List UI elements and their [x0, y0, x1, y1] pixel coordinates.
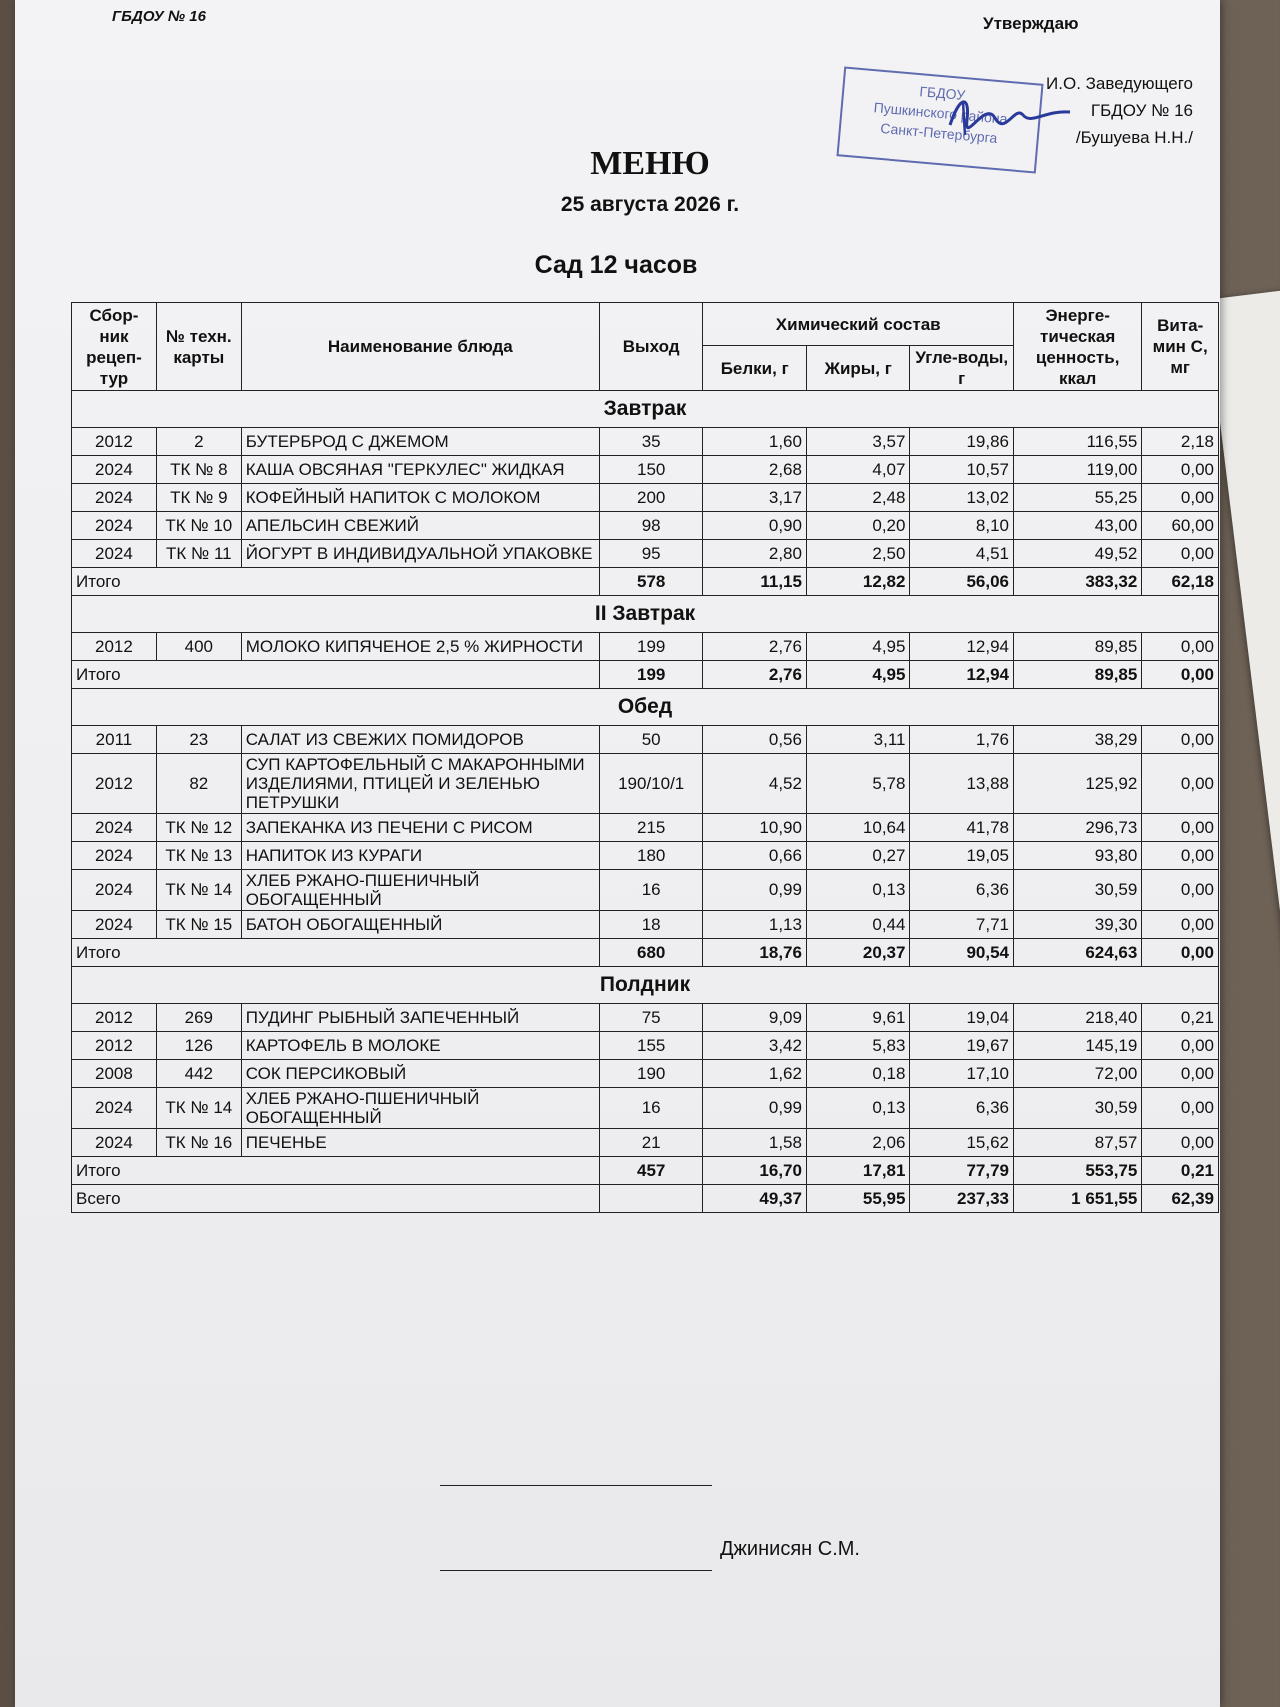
- section-title: II Завтрак: [72, 596, 1219, 633]
- cell-collection: 2024: [72, 512, 157, 540]
- cell-carbs: 19,67: [910, 1032, 1014, 1060]
- cell-yield: 50: [599, 726, 703, 754]
- cell-tech-card: ТК № 10: [156, 512, 241, 540]
- cell-collection: 2024: [72, 842, 157, 870]
- cell-collection: 2024: [72, 484, 157, 512]
- cell-tech-card: 2: [156, 428, 241, 456]
- cell-carbs: 13,02: [910, 484, 1014, 512]
- cell-vitamin-c: 0,00: [1142, 484, 1219, 512]
- col-collection: Сбор-ник рецеп-тур: [72, 303, 157, 391]
- cell-yield: 199: [599, 661, 703, 689]
- col-chem-composition: Химический состав: [703, 303, 1014, 346]
- cell-dish-name: ЙОГУРТ В ИНДИВИДУАЛЬНОЙ УПАКОВКЕ: [241, 540, 599, 568]
- cell-vitamin-c: 60,00: [1142, 512, 1219, 540]
- cell-protein: 1,13: [703, 911, 807, 939]
- cell-dish-name: ПЕЧЕНЬЕ: [241, 1129, 599, 1157]
- cell-vitamin-c: 0,21: [1142, 1004, 1219, 1032]
- cell-protein: 0,99: [703, 1088, 807, 1129]
- cell-dish-name: СУП КАРТОФЕЛЬНЫЙ С МАКАРОННЫМИ ИЗДЕЛИЯМИ, ПТИЦЕЙ И ЗЕЛЕНЬЮ ПЕТРУШКИ: [241, 754, 599, 814]
- cell-yield: 457: [599, 1157, 703, 1185]
- cell-protein: 3,42: [703, 1032, 807, 1060]
- cell-vitamin-c: 0,00: [1142, 870, 1219, 911]
- menu-document: [15, 0, 1220, 1707]
- table-row: [72, 456, 1219, 484]
- section-header: [72, 967, 1219, 1004]
- cell-collection: 2011: [72, 726, 157, 754]
- menu-date: 25 августа 2026 г.: [560, 193, 740, 216]
- cell-protein: 2,76: [703, 633, 807, 661]
- cell-dish-name: СОК ПЕРСИКОВЫЙ: [241, 1060, 599, 1088]
- cell-dish-name: ЗАПЕКАНКА ИЗ ПЕЧЕНИ С РИСОМ: [241, 814, 599, 842]
- cell-fat: 4,07: [806, 456, 910, 484]
- cell-vitamin-c: 0,00: [1142, 633, 1219, 661]
- cell-vitamin-c: 0,00: [1142, 1129, 1219, 1157]
- cell-energy: 30,59: [1013, 870, 1141, 911]
- cell-tech-card: ТК № 11: [156, 540, 241, 568]
- cell-carbs: 19,05: [910, 842, 1014, 870]
- cell-collection: 2024: [72, 1088, 157, 1129]
- cell-carbs: 12,94: [910, 633, 1014, 661]
- col-yield: Выход: [599, 303, 703, 391]
- cell-energy: 87,57: [1013, 1129, 1141, 1157]
- page-title: МЕНЮ: [590, 145, 710, 182]
- cell-yield: [599, 1185, 703, 1213]
- cell-energy: 49,52: [1013, 540, 1141, 568]
- cell-carbs: 77,79: [910, 1157, 1014, 1185]
- cell-dish-name: БАТОН ОБОГАЩЕННЫЙ: [241, 911, 599, 939]
- cell-carbs: 7,71: [910, 911, 1014, 939]
- total-label: Итого: [72, 1157, 600, 1185]
- table-row: [72, 870, 1219, 911]
- cell-fat: 0,27: [806, 842, 910, 870]
- table-row: [72, 1032, 1219, 1060]
- cell-vitamin-c: 0,00: [1142, 911, 1219, 939]
- cell-collection: 2024: [72, 870, 157, 911]
- cell-fat: 5,78: [806, 754, 910, 814]
- cell-energy: 55,25: [1013, 484, 1141, 512]
- cell-tech-card: 269: [156, 1004, 241, 1032]
- cell-carbs: 19,04: [910, 1004, 1014, 1032]
- cell-fat: 2,48: [806, 484, 910, 512]
- cell-vitamin-c: 0,00: [1142, 726, 1219, 754]
- cell-tech-card: ТК № 8: [156, 456, 241, 484]
- menu-subtitle: Сад 12 часов: [534, 251, 698, 279]
- cell-energy: 1 651,55: [1013, 1185, 1141, 1213]
- cell-protein: 2,80: [703, 540, 807, 568]
- section-total-row: [72, 568, 1219, 596]
- total-label: Итого: [72, 661, 600, 689]
- cell-tech-card: 82: [156, 754, 241, 814]
- signature-line: [440, 1570, 712, 1571]
- cell-fat: 9,61: [806, 1004, 910, 1032]
- cell-yield: 16: [599, 1088, 703, 1129]
- cell-dish-name: ПУДИНГ РЫБНЫЙ ЗАПЕЧЕННЫЙ: [241, 1004, 599, 1032]
- cell-tech-card: ТК № 14: [156, 1088, 241, 1129]
- cell-protein: 2,68: [703, 456, 807, 484]
- section-total-row: [72, 1157, 1219, 1185]
- section-title: Полдник: [72, 967, 1219, 1004]
- cell-yield: 190/10/1: [599, 754, 703, 814]
- cell-energy: 553,75: [1013, 1157, 1141, 1185]
- cell-vitamin-c: 0,00: [1142, 842, 1219, 870]
- section-header: [72, 596, 1219, 633]
- cell-energy: 93,80: [1013, 842, 1141, 870]
- col-carbs: Угле-воды, г: [910, 346, 1014, 391]
- col-protein: Белки, г: [703, 346, 807, 391]
- table-row: [72, 1088, 1219, 1129]
- cell-carbs: 1,76: [910, 726, 1014, 754]
- cell-energy: 125,92: [1013, 754, 1141, 814]
- cell-energy: 383,32: [1013, 568, 1141, 596]
- section-header: [72, 391, 1219, 428]
- cell-carbs: 12,94: [910, 661, 1014, 689]
- cell-vitamin-c: 0,00: [1142, 939, 1219, 967]
- cell-tech-card: 400: [156, 633, 241, 661]
- cell-yield: 21: [599, 1129, 703, 1157]
- table-row: [72, 814, 1219, 842]
- cell-fat: 10,64: [806, 814, 910, 842]
- cell-carbs: 6,36: [910, 1088, 1014, 1129]
- approver-line: И.О. Заведующего: [1046, 74, 1193, 93]
- cell-energy: 43,00: [1013, 512, 1141, 540]
- cell-tech-card: 442: [156, 1060, 241, 1088]
- cell-carbs: 13,88: [910, 754, 1014, 814]
- cell-yield: 180: [599, 842, 703, 870]
- table-row: [72, 1129, 1219, 1157]
- cell-protein: 0,56: [703, 726, 807, 754]
- section-total-row: [72, 939, 1219, 967]
- cell-protein: 3,17: [703, 484, 807, 512]
- signer-name: Джинисян С.М.: [720, 1538, 860, 1560]
- cell-protein: 11,15: [703, 568, 807, 596]
- cell-yield: 199: [599, 633, 703, 661]
- approver-line: ГБДОУ № 16: [1090, 101, 1193, 120]
- cell-yield: 18: [599, 911, 703, 939]
- cell-dish-name: АПЕЛЬСИН СВЕЖИЙ: [241, 512, 599, 540]
- menu-table: [71, 302, 1219, 1213]
- cell-protein: 16,70: [703, 1157, 807, 1185]
- cell-protein: 49,37: [703, 1185, 807, 1213]
- cell-fat: 0,13: [806, 870, 910, 911]
- cell-fat: 12,82: [806, 568, 910, 596]
- cell-yield: 578: [599, 568, 703, 596]
- cell-vitamin-c: 0,00: [1142, 456, 1219, 484]
- col-vitamin-c: Вита-мин С, мг: [1142, 303, 1219, 391]
- cell-protein: 1,62: [703, 1060, 807, 1088]
- cell-collection: 2012: [72, 428, 157, 456]
- cell-carbs: 6,36: [910, 870, 1014, 911]
- cell-fat: 55,95: [806, 1185, 910, 1213]
- menu-table-body: [72, 391, 1219, 1213]
- cell-energy: 89,85: [1013, 633, 1141, 661]
- cell-vitamin-c: 0,00: [1142, 540, 1219, 568]
- cell-collection: 2012: [72, 754, 157, 814]
- cell-protein: 18,76: [703, 939, 807, 967]
- cell-tech-card: ТК № 12: [156, 814, 241, 842]
- cell-yield: 75: [599, 1004, 703, 1032]
- cell-vitamin-c: 2,18: [1142, 428, 1219, 456]
- cell-tech-card: ТК № 16: [156, 1129, 241, 1157]
- col-dish-name: Наименование блюда: [241, 303, 599, 391]
- cell-protein: 0,66: [703, 842, 807, 870]
- cell-dish-name: КАША ОВСЯНАЯ "ГЕРКУЛЕС" ЖИДКАЯ: [241, 456, 599, 484]
- approve-label: Утверждаю: [983, 14, 1079, 33]
- cell-vitamin-c: 62,18: [1142, 568, 1219, 596]
- cell-yield: 95: [599, 540, 703, 568]
- cell-energy: 296,73: [1013, 814, 1141, 842]
- cell-carbs: 4,51: [910, 540, 1014, 568]
- cell-vitamin-c: 0,00: [1142, 754, 1219, 814]
- cell-yield: 98: [599, 512, 703, 540]
- org-name: ГБДОУ № 16: [112, 8, 206, 25]
- cell-carbs: 90,54: [910, 939, 1014, 967]
- cell-energy: 39,30: [1013, 911, 1141, 939]
- cell-tech-card: 126: [156, 1032, 241, 1060]
- cell-vitamin-c: 0,21: [1142, 1157, 1219, 1185]
- cell-tech-card: ТК № 15: [156, 911, 241, 939]
- cell-carbs: 10,57: [910, 456, 1014, 484]
- total-label: Итого: [72, 939, 600, 967]
- cell-collection: 2024: [72, 814, 157, 842]
- approver-line: /Бушуева Н.Н./: [1075, 128, 1193, 147]
- cell-collection: 2024: [72, 911, 157, 939]
- cell-dish-name: НАПИТОК ИЗ КУРАГИ: [241, 842, 599, 870]
- section-title: Завтрак: [72, 391, 1219, 428]
- cell-vitamin-c: 0,00: [1142, 1088, 1219, 1129]
- cell-dish-name: МОЛОКО КИПЯЧЕНОЕ 2,5 % ЖИРНОСТИ: [241, 633, 599, 661]
- cell-carbs: 17,10: [910, 1060, 1014, 1088]
- cell-collection: 2012: [72, 1004, 157, 1032]
- signature-line: [440, 1485, 712, 1486]
- cell-carbs: 237,33: [910, 1185, 1014, 1213]
- cell-collection: 2008: [72, 1060, 157, 1088]
- table-row: [72, 726, 1219, 754]
- cell-protein: 9,09: [703, 1004, 807, 1032]
- cell-collection: 2012: [72, 633, 157, 661]
- cell-yield: 150: [599, 456, 703, 484]
- cell-collection: 2024: [72, 456, 157, 484]
- cell-fat: 17,81: [806, 1157, 910, 1185]
- table-row: [72, 428, 1219, 456]
- cell-energy: 218,40: [1013, 1004, 1141, 1032]
- cell-yield: 200: [599, 484, 703, 512]
- cell-yield: 35: [599, 428, 703, 456]
- cell-dish-name: КОФЕЙНЫЙ НАПИТОК С МОЛОКОМ: [241, 484, 599, 512]
- cell-protein: 10,90: [703, 814, 807, 842]
- cell-collection: 2024: [72, 1129, 157, 1157]
- cell-energy: 89,85: [1013, 661, 1141, 689]
- cell-yield: 680: [599, 939, 703, 967]
- cell-carbs: 8,10: [910, 512, 1014, 540]
- cell-carbs: 15,62: [910, 1129, 1014, 1157]
- cell-dish-name: КАРТОФЕЛЬ В МОЛОКЕ: [241, 1032, 599, 1060]
- cell-fat: 3,11: [806, 726, 910, 754]
- cell-fat: 20,37: [806, 939, 910, 967]
- cell-tech-card: ТК № 9: [156, 484, 241, 512]
- cell-fat: 4,95: [806, 661, 910, 689]
- approver-block: [1015, 70, 1193, 151]
- cell-collection: 2024: [72, 540, 157, 568]
- cell-energy: 145,19: [1013, 1032, 1141, 1060]
- cell-protein: 4,52: [703, 754, 807, 814]
- cell-yield: 190: [599, 1060, 703, 1088]
- cell-vitamin-c: 0,00: [1142, 1032, 1219, 1060]
- cell-fat: 0,18: [806, 1060, 910, 1088]
- cell-yield: 155: [599, 1032, 703, 1060]
- col-energy: Энерге-тическая ценность, ккал: [1013, 303, 1141, 391]
- table-row: [72, 911, 1219, 939]
- total-label: Всего: [72, 1185, 600, 1213]
- cell-fat: 4,95: [806, 633, 910, 661]
- cell-protein: 2,76: [703, 661, 807, 689]
- cell-energy: 38,29: [1013, 726, 1141, 754]
- cell-vitamin-c: 0,00: [1142, 661, 1219, 689]
- cell-protein: 0,90: [703, 512, 807, 540]
- section-title: Обед: [72, 689, 1219, 726]
- cell-yield: 16: [599, 870, 703, 911]
- cell-carbs: 41,78: [910, 814, 1014, 842]
- cell-fat: 3,57: [806, 428, 910, 456]
- cell-vitamin-c: 62,39: [1142, 1185, 1219, 1213]
- cell-vitamin-c: 0,00: [1142, 814, 1219, 842]
- table-row: [72, 512, 1219, 540]
- col-fat: Жиры, г: [806, 346, 910, 391]
- cell-yield: 215: [599, 814, 703, 842]
- table-row: [72, 1004, 1219, 1032]
- cell-carbs: 19,86: [910, 428, 1014, 456]
- cell-carbs: 56,06: [910, 568, 1014, 596]
- stamp-line: ГБДОУ: [918, 83, 966, 104]
- section-header: [72, 689, 1219, 726]
- cell-dish-name: БУТЕРБРОД С ДЖЕМОМ: [241, 428, 599, 456]
- table-row: [72, 633, 1219, 661]
- cell-dish-name: САЛАТ ИЗ СВЕЖИХ ПОМИДОРОВ: [241, 726, 599, 754]
- cell-protein: 1,60: [703, 428, 807, 456]
- cell-fat: 2,06: [806, 1129, 910, 1157]
- section-total-row: [72, 661, 1219, 689]
- cell-fat: 2,50: [806, 540, 910, 568]
- cell-fat: 0,20: [806, 512, 910, 540]
- table-row: [72, 754, 1219, 814]
- grand-total-row: [72, 1185, 1219, 1213]
- col-tech-card: № техн. карты: [156, 303, 241, 391]
- cell-fat: 0,44: [806, 911, 910, 939]
- cell-energy: 119,00: [1013, 456, 1141, 484]
- cell-protein: 1,58: [703, 1129, 807, 1157]
- cell-tech-card: ТК № 14: [156, 870, 241, 911]
- cell-collection: 2012: [72, 1032, 157, 1060]
- table-row: [72, 842, 1219, 870]
- cell-energy: 624,63: [1013, 939, 1141, 967]
- table-row: [72, 540, 1219, 568]
- cell-fat: 5,83: [806, 1032, 910, 1060]
- stamp-line: Пушкинского района: [873, 99, 1009, 127]
- cell-dish-name: ХЛЕБ РЖАНО-ПШЕНИЧНЫЙ ОБОГАЩЕННЫЙ: [241, 1088, 599, 1129]
- cell-vitamin-c: 0,00: [1142, 1060, 1219, 1088]
- cell-fat: 0,13: [806, 1088, 910, 1129]
- table-row: [72, 1060, 1219, 1088]
- cell-protein: 0,99: [703, 870, 807, 911]
- cell-tech-card: 23: [156, 726, 241, 754]
- stamp-line: Санкт-Петербурга: [879, 119, 998, 147]
- total-label: Итого: [72, 568, 600, 596]
- cell-energy: 72,00: [1013, 1060, 1141, 1088]
- cell-energy: 116,55: [1013, 428, 1141, 456]
- cell-energy: 30,59: [1013, 1088, 1141, 1129]
- cell-dish-name: ХЛЕБ РЖАНО-ПШЕНИЧНЫЙ ОБОГАЩЕННЫЙ: [241, 870, 599, 911]
- table-row: [72, 484, 1219, 512]
- cell-tech-card: ТК № 13: [156, 842, 241, 870]
